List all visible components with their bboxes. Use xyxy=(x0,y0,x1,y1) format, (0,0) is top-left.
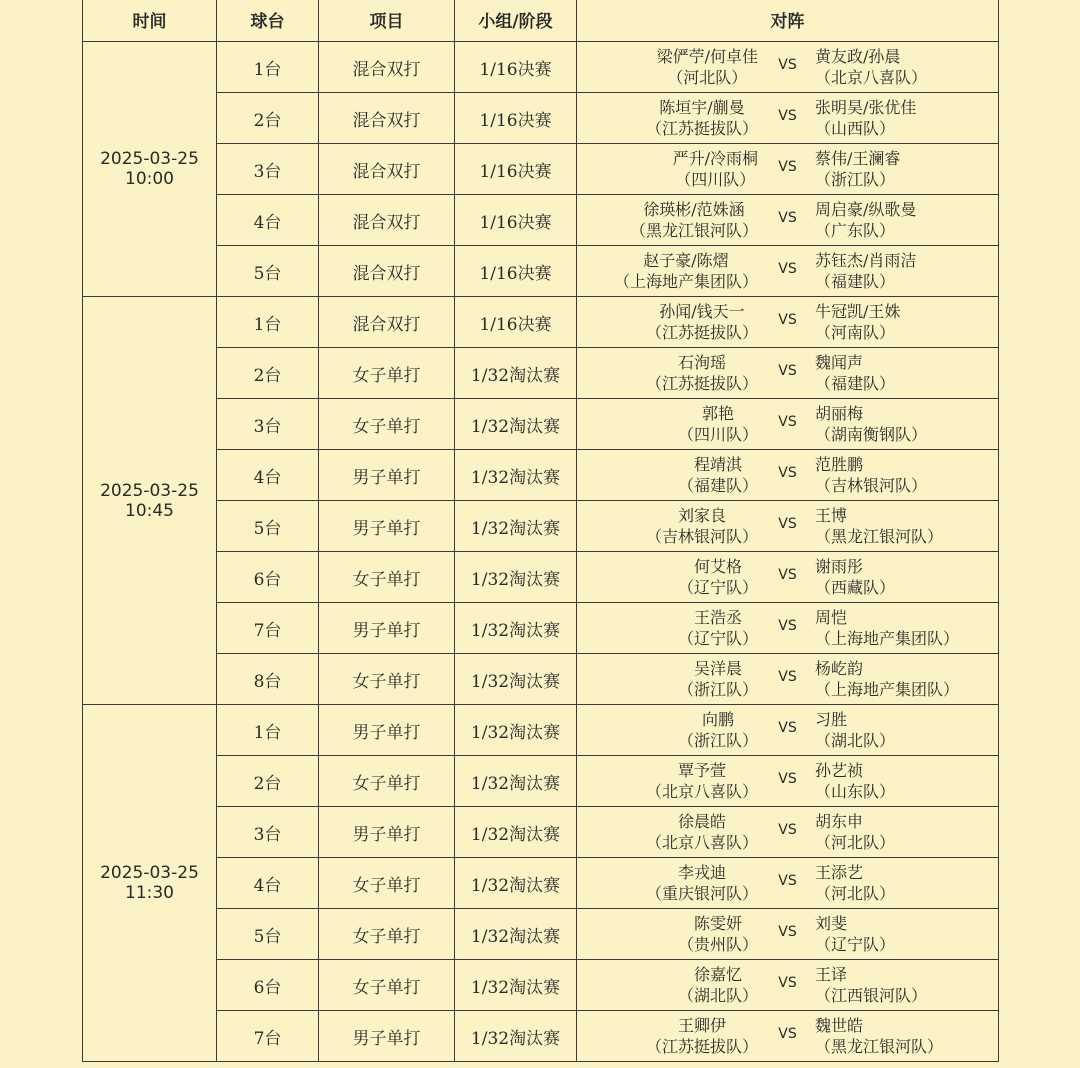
left-player-name: 陈雯妍 xyxy=(693,914,742,933)
right-player-team: （山东队） xyxy=(815,782,896,801)
event-name: 男子单打 xyxy=(319,501,455,552)
event-name: 混合双打 xyxy=(319,42,455,93)
left-player-team: （浙江队） xyxy=(677,731,758,750)
left-player-name: 陈垣宇/蒯曼 xyxy=(659,98,745,117)
schedule-row xyxy=(83,93,999,144)
left-player-name: 徐嘉忆 xyxy=(693,965,742,984)
stage-name: 1/32淘汰赛 xyxy=(455,399,577,450)
vs-label: VS xyxy=(778,975,797,991)
stage-name: 1/32淘汰赛 xyxy=(455,501,577,552)
right-player-name: 孙艺祯 xyxy=(815,761,864,780)
right-player xyxy=(815,913,895,955)
matchup xyxy=(577,858,998,908)
matchup-cell xyxy=(577,960,999,1011)
header-match: 对阵 xyxy=(577,0,999,42)
matchup xyxy=(577,450,998,500)
left-player-team: （四川队） xyxy=(677,425,758,444)
right-player xyxy=(815,250,916,292)
left-player-name: 向鹏 xyxy=(701,710,734,729)
event-name: 混合双打 xyxy=(319,144,455,195)
right-player-team: （河南队） xyxy=(815,323,896,342)
right-player xyxy=(815,352,895,394)
left-player-team: （北京八喜队） xyxy=(645,782,758,801)
time-cell xyxy=(83,297,217,705)
event-name: 混合双打 xyxy=(319,195,455,246)
time-cell xyxy=(83,705,217,1062)
event-name: 女子单打 xyxy=(319,654,455,705)
right-player-team: （浙江队） xyxy=(815,170,896,189)
right-player-team: （西藏队） xyxy=(815,578,896,597)
right-player-team: （吉林银河队） xyxy=(815,476,928,495)
matchup-cell xyxy=(577,195,999,246)
event-name: 女子单打 xyxy=(319,399,455,450)
right-player-team: （福建队） xyxy=(815,272,896,291)
event-name: 女子单打 xyxy=(319,909,455,960)
right-player-name: 王添艺 xyxy=(815,863,864,882)
event-name: 女子单打 xyxy=(319,858,455,909)
vs-label: VS xyxy=(778,516,797,532)
left-player-team: （辽宁队） xyxy=(677,578,758,597)
matchup-cell xyxy=(577,348,999,399)
left-player-name: 严升/冷雨桐 xyxy=(672,149,758,168)
right-player xyxy=(815,148,900,190)
left-player-team: （江苏挺拔队） xyxy=(645,119,758,138)
matchup xyxy=(577,297,998,347)
time-cell xyxy=(83,42,217,297)
right-player-name: 魏闻声 xyxy=(815,353,864,372)
matchup xyxy=(577,348,998,398)
schedule-row xyxy=(83,144,999,195)
vs-label: VS xyxy=(778,363,797,379)
right-player-team: （湖北队） xyxy=(815,731,896,750)
left-player-team: （湖北队） xyxy=(677,986,758,1005)
right-player xyxy=(815,505,943,547)
matchup-cell xyxy=(577,144,999,195)
stage-name: 1/32淘汰赛 xyxy=(455,348,577,399)
left-player-team: （江苏挺拔队） xyxy=(645,374,758,393)
right-player-name: 范胜鹏 xyxy=(815,455,864,474)
table-number: 2台 xyxy=(217,756,319,807)
right-player-name: 杨屹韵 xyxy=(815,659,864,678)
header-time: 时间 xyxy=(83,0,217,42)
left-player-team: （贵州队） xyxy=(677,935,758,954)
left-player-team: （重庆银河队） xyxy=(645,884,758,903)
match-time: 10:00 xyxy=(125,169,174,189)
right-player-name: 黄友政/孙晨 xyxy=(815,47,901,66)
right-player-name: 牛冠凯/王姝 xyxy=(815,302,901,321)
event-name: 女子单打 xyxy=(319,756,455,807)
stage-name: 1/32淘汰赛 xyxy=(455,1011,577,1062)
left-player-name: 梁俨苧/何卓佳 xyxy=(656,47,758,66)
matchup xyxy=(577,960,998,1010)
right-player-name: 习胜 xyxy=(815,710,848,729)
left-player-team: （黑龙江银河队） xyxy=(629,221,758,240)
schedule-row xyxy=(83,42,999,93)
match-time: 11:30 xyxy=(125,883,174,903)
event-name: 男子单打 xyxy=(319,603,455,654)
schedule-row xyxy=(83,909,999,960)
stage-name: 1/16决赛 xyxy=(455,195,577,246)
stage-name: 1/16决赛 xyxy=(455,93,577,144)
left-player-name: 王卿伊 xyxy=(677,1016,726,1035)
schedule-row xyxy=(83,450,999,501)
right-player xyxy=(815,607,959,649)
right-player xyxy=(815,1015,943,1057)
table-number: 4台 xyxy=(217,195,319,246)
table-number: 7台 xyxy=(217,1011,319,1062)
header-stage: 小组/阶段 xyxy=(455,0,577,42)
stage-name: 1/32淘汰赛 xyxy=(455,450,577,501)
table-number: 3台 xyxy=(217,144,319,195)
left-player-name: 覃予萱 xyxy=(677,761,726,780)
table-number: 4台 xyxy=(217,450,319,501)
table-number: 2台 xyxy=(217,93,319,144)
event-name: 混合双打 xyxy=(319,297,455,348)
event-name: 混合双打 xyxy=(319,246,455,297)
matchup xyxy=(577,246,998,296)
left-player-team: （四川队） xyxy=(675,170,756,189)
vs-label: VS xyxy=(778,669,797,685)
left-player-team: （河北队） xyxy=(667,68,748,87)
left-player-team: （上海地产集团队） xyxy=(613,272,758,291)
right-player xyxy=(815,811,895,853)
left-player-name: 吴洋晨 xyxy=(693,659,742,678)
schedule-row xyxy=(83,1011,999,1062)
right-player-team: （河北队） xyxy=(815,833,896,852)
schedule-body xyxy=(83,42,999,1062)
event-name: 男子单打 xyxy=(319,705,455,756)
vs-label: VS xyxy=(778,924,797,940)
matchup-cell xyxy=(577,705,999,756)
left-player-name: 孙闻/钱天一 xyxy=(659,302,745,321)
right-player-team: （河北队） xyxy=(815,884,896,903)
right-player-name: 周恺 xyxy=(815,608,848,627)
left-player-team: （浙江队） xyxy=(677,680,758,699)
schedule-row xyxy=(83,399,999,450)
vs-label: VS xyxy=(778,873,797,889)
stage-name: 1/16决赛 xyxy=(455,246,577,297)
vs-label: VS xyxy=(778,771,797,787)
table-number: 6台 xyxy=(217,960,319,1011)
left-player-team: （江苏挺拔队） xyxy=(645,1037,758,1056)
stage-name: 1/32淘汰赛 xyxy=(455,654,577,705)
matchup-cell xyxy=(577,246,999,297)
left-player-name: 程靖淇 xyxy=(693,455,742,474)
matchup-cell xyxy=(577,399,999,450)
right-player-team: （江西银河队） xyxy=(815,986,928,1005)
right-player xyxy=(815,199,916,241)
right-player-team: （山西队） xyxy=(815,119,896,138)
matchup xyxy=(577,399,998,449)
event-name: 男子单打 xyxy=(319,450,455,501)
vs-label: VS xyxy=(778,822,797,838)
right-player-name: 蔡伟/王澜睿 xyxy=(815,149,901,168)
event-name: 女子单打 xyxy=(319,960,455,1011)
schedule-row xyxy=(83,195,999,246)
right-player xyxy=(815,862,895,904)
left-player-name: 徐瑛彬/范姝涵 xyxy=(643,200,745,219)
stage-name: 1/32淘汰赛 xyxy=(455,603,577,654)
matchup-cell xyxy=(577,93,999,144)
matchup-cell xyxy=(577,603,999,654)
matchup-cell xyxy=(577,756,999,807)
right-player xyxy=(815,964,927,1006)
right-player-name: 胡丽梅 xyxy=(815,404,864,423)
right-player xyxy=(815,709,895,751)
vs-label: VS xyxy=(778,414,797,430)
event-name: 男子单打 xyxy=(319,807,455,858)
schedule-row xyxy=(83,348,999,399)
right-player-name: 谢雨彤 xyxy=(815,557,864,576)
event-name: 女子单打 xyxy=(319,552,455,603)
match-date: 2025-03-25 xyxy=(100,480,199,501)
event-name: 女子单打 xyxy=(319,348,455,399)
vs-label: VS xyxy=(778,261,797,277)
table-number: 3台 xyxy=(217,807,319,858)
left-player-name: 刘家良 xyxy=(677,506,726,525)
matchup-cell xyxy=(577,1011,999,1062)
matchup xyxy=(577,501,998,551)
schedule-row xyxy=(83,552,999,603)
left-player-name: 石洵瑶 xyxy=(677,353,726,372)
matchup-cell xyxy=(577,42,999,93)
matchup-cell xyxy=(577,909,999,960)
right-player-name: 王译 xyxy=(815,965,848,984)
right-player xyxy=(815,658,959,700)
table-number: 3台 xyxy=(217,399,319,450)
matchup-cell xyxy=(577,450,999,501)
vs-label: VS xyxy=(778,465,797,481)
table-number: 1台 xyxy=(217,297,319,348)
schedule-row xyxy=(83,246,999,297)
right-player-team: （广东队） xyxy=(815,221,896,240)
matchup xyxy=(577,552,998,602)
matchup xyxy=(577,93,998,143)
right-player-name: 胡东申 xyxy=(815,812,864,831)
stage-name: 1/32淘汰赛 xyxy=(455,858,577,909)
table-number: 5台 xyxy=(217,246,319,297)
matchup xyxy=(577,909,998,959)
right-player-team: （福建队） xyxy=(815,374,896,393)
right-player xyxy=(815,301,900,343)
vs-label: VS xyxy=(778,720,797,736)
left-player-name: 郭艳 xyxy=(701,404,734,423)
left-player-name: 何艾格 xyxy=(693,557,742,576)
right-player-team: （上海地产集团队） xyxy=(815,680,960,699)
matchup xyxy=(577,144,998,194)
table-number: 2台 xyxy=(217,348,319,399)
stage-name: 1/32淘汰赛 xyxy=(455,960,577,1011)
table-number: 5台 xyxy=(217,909,319,960)
stage-name: 1/16决赛 xyxy=(455,297,577,348)
matchup-cell xyxy=(577,858,999,909)
stage-name: 1/16决赛 xyxy=(455,42,577,93)
left-player-name: 王浩丞 xyxy=(693,608,742,627)
matchup xyxy=(577,1011,998,1061)
matchup-cell xyxy=(577,501,999,552)
right-player-name: 王博 xyxy=(815,506,848,525)
vs-label: VS xyxy=(778,57,797,73)
left-player-name: 李戎迪 xyxy=(677,863,726,882)
schedule-row xyxy=(83,603,999,654)
matchup xyxy=(577,195,998,245)
right-player xyxy=(815,403,927,445)
right-player-name: 张明昊/张优佳 xyxy=(815,98,917,117)
header-table: 球台 xyxy=(217,0,319,42)
matchup xyxy=(577,42,998,92)
right-player-team: （上海地产集团队） xyxy=(815,629,960,648)
right-player xyxy=(815,46,927,88)
vs-label: VS xyxy=(778,159,797,175)
left-player-team: （辽宁队） xyxy=(677,629,758,648)
right-player-name: 魏世皓 xyxy=(815,1016,864,1035)
match-time: 10:45 xyxy=(125,500,174,521)
schedule-row xyxy=(83,705,999,756)
right-player-team: （辽宁队） xyxy=(815,935,896,954)
schedule-row xyxy=(83,960,999,1011)
schedule-row xyxy=(83,807,999,858)
right-player-team: （湖南衡钢队） xyxy=(815,425,928,444)
stage-name: 1/32淘汰赛 xyxy=(455,705,577,756)
stage-name: 1/32淘汰赛 xyxy=(455,909,577,960)
right-player xyxy=(815,556,895,598)
left-player-name: 徐晨皓 xyxy=(677,812,726,831)
left-player-team: （吉林银河队） xyxy=(645,527,758,546)
matchup xyxy=(577,603,998,653)
table-number: 4台 xyxy=(217,858,319,909)
vs-label: VS xyxy=(778,567,797,583)
matchup-cell xyxy=(577,807,999,858)
right-player-team: （黑龙江银河队） xyxy=(815,527,944,546)
stage-name: 1/16决赛 xyxy=(455,144,577,195)
vs-label: VS xyxy=(778,1026,797,1042)
stage-name: 1/32淘汰赛 xyxy=(455,807,577,858)
schedule-row xyxy=(83,501,999,552)
table-number: 1台 xyxy=(217,42,319,93)
vs-label: VS xyxy=(778,312,797,328)
event-name: 男子单打 xyxy=(319,1011,455,1062)
stage-name: 1/32淘汰赛 xyxy=(455,552,577,603)
schedule-row xyxy=(83,654,999,705)
right-player-team: （黑龙江银河队） xyxy=(815,1037,944,1056)
left-player-team: （福建队） xyxy=(677,476,758,495)
matchup xyxy=(577,807,998,857)
right-player-name: 苏钰杰/肖雨洁 xyxy=(815,251,917,270)
match-date: 2025-03-25 xyxy=(100,863,199,883)
table-number: 7台 xyxy=(217,603,319,654)
left-player-name: 赵子豪/陈熠 xyxy=(643,251,729,270)
header-row xyxy=(83,0,999,42)
table-number: 5台 xyxy=(217,501,319,552)
match-date: 2025-03-25 xyxy=(100,149,199,169)
matchup-cell xyxy=(577,297,999,348)
event-name: 混合双打 xyxy=(319,93,455,144)
right-player-team: （北京八喜队） xyxy=(815,68,928,87)
table-number: 6台 xyxy=(217,552,319,603)
schedule-table xyxy=(82,0,999,1062)
right-player-name: 周启豪/纵歌曼 xyxy=(815,200,917,219)
matchup xyxy=(577,756,998,806)
schedule-row xyxy=(83,756,999,807)
right-player xyxy=(815,760,895,802)
vs-label: VS xyxy=(778,108,797,124)
right-player xyxy=(815,454,927,496)
matchup-cell xyxy=(577,654,999,705)
table-number: 8台 xyxy=(217,654,319,705)
vs-label: VS xyxy=(778,618,797,634)
schedule-row xyxy=(83,297,999,348)
matchup xyxy=(577,654,998,704)
left-player-team: （北京八喜队） xyxy=(645,833,758,852)
left-player-team: （江苏挺拔队） xyxy=(645,323,758,342)
table-number: 1台 xyxy=(217,705,319,756)
right-player-name: 刘斐 xyxy=(815,914,848,933)
vs-label: VS xyxy=(778,210,797,226)
right-player xyxy=(815,97,916,139)
stage-name: 1/32淘汰赛 xyxy=(455,756,577,807)
schedule-row xyxy=(83,858,999,909)
matchup-cell xyxy=(577,552,999,603)
header-event: 项目 xyxy=(319,0,455,42)
matchup xyxy=(577,705,998,755)
